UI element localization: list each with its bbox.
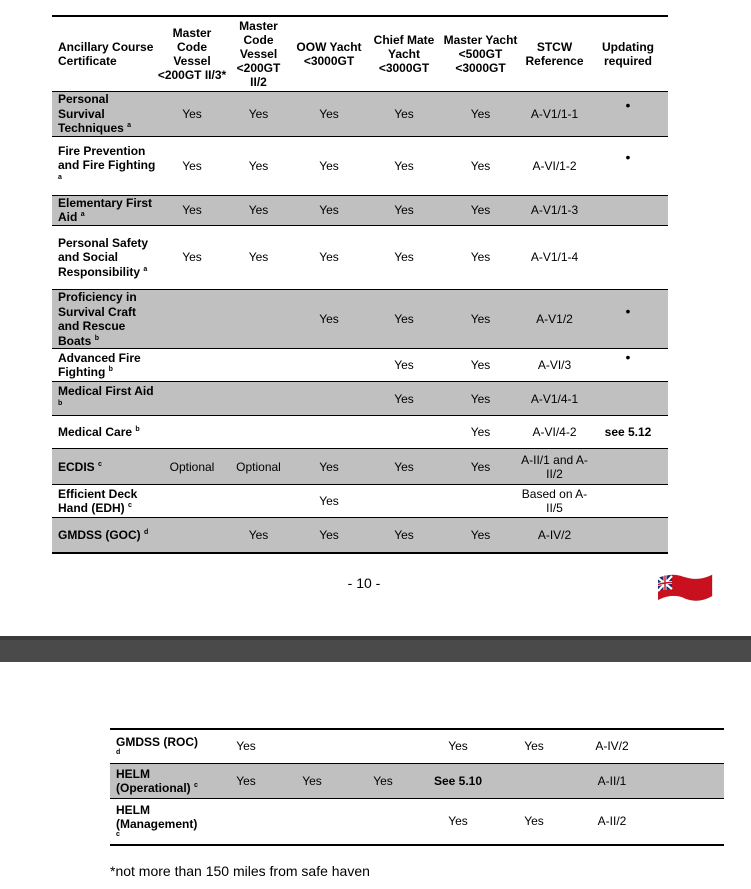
cell-value: A-II/2 [597, 814, 627, 829]
requirement-cell [290, 518, 368, 553]
footnote-marker: d [144, 528, 149, 536]
updating-mark: • [625, 348, 631, 365]
requirement-cell [368, 416, 440, 449]
footnote-marker: c [116, 831, 120, 839]
requirement-cell [418, 729, 498, 763]
cell-value: Yes [470, 158, 491, 173]
updating-required-cell [588, 92, 668, 137]
requirement-cell [276, 763, 348, 798]
footnote-marker: a [80, 211, 85, 219]
cell-value: Yes [319, 158, 339, 173]
cell-value: Yes [470, 425, 491, 440]
updating-mark: see 5.12 [604, 425, 652, 440]
stcw-reference-cell [521, 416, 588, 449]
requirement-cell [368, 382, 440, 416]
requirement-cell [227, 416, 290, 449]
cell-value: Yes [394, 106, 414, 121]
requirement-cell [290, 225, 368, 289]
requirement-cell [157, 92, 227, 137]
requirement-cell [290, 195, 368, 225]
ancillary-course-table [52, 15, 668, 554]
requirement-cell [216, 729, 276, 763]
updating-mark: • [625, 302, 631, 319]
certificate-name [52, 289, 157, 348]
cell-value: Yes [524, 814, 544, 829]
stcw-reference-cell [570, 798, 654, 845]
certificate-name [52, 225, 157, 289]
cell-value: A-VI/1-2 [532, 158, 577, 173]
stcw-reference-cell [521, 92, 588, 137]
stcw-reference-cell [521, 136, 588, 195]
table-row [52, 136, 668, 195]
certificate-name [52, 195, 157, 225]
stcw-reference-cell [521, 349, 588, 382]
requirement-cell [227, 518, 290, 553]
cell-value: Yes [182, 250, 202, 265]
requirement-cell [368, 195, 440, 225]
updating-required-cell [588, 382, 668, 416]
updating-required-cell [588, 349, 668, 382]
footnote-marker: a [127, 122, 132, 130]
requirement-cell [157, 449, 227, 485]
cell-value: Yes [319, 203, 339, 218]
cell-value: A-II/1 and A-II/2 [521, 452, 588, 481]
cell-value: Yes [470, 312, 491, 327]
requirement-cell [440, 136, 521, 195]
table-header-row [52, 16, 668, 92]
certificate-label: Personal Safety and Social Responsibility [58, 235, 149, 279]
requirement-cell [498, 798, 570, 845]
cell-value: A-V1/1-3 [530, 203, 579, 218]
table-row [52, 449, 668, 485]
cell-value: Yes [470, 459, 491, 474]
header-updating-required: Updating required [602, 40, 654, 68]
stcw-reference-cell [521, 195, 588, 225]
certificate-name [110, 729, 216, 763]
certificate-label: GMDSS (ROC) [116, 735, 198, 750]
footnote-marker: c [194, 781, 198, 789]
cell-value: Yes [448, 739, 468, 754]
cell-value: Yes [319, 312, 339, 327]
certificate-label: Efficient Deck Hand (EDH) [58, 486, 138, 516]
requirement-cell [440, 449, 521, 485]
certificate-name [52, 382, 157, 416]
red-ensign-flag-icon [654, 570, 716, 606]
table-row [110, 763, 724, 798]
footnote-marker: a [143, 265, 148, 273]
certificate-name [110, 798, 216, 845]
certificate-label: GMDSS (GOC) [58, 527, 141, 542]
requirement-cell [290, 136, 368, 195]
certificate-name [52, 349, 157, 382]
cell-value: Yes [182, 106, 202, 121]
certificate-label: ECDIS [58, 459, 95, 474]
requirement-cell [157, 349, 227, 382]
certificate-label: Elementary First Aid [58, 195, 153, 225]
certificate-label: Advanced Fire Fighting [58, 350, 141, 380]
certificate-name [52, 136, 157, 195]
cell-value: A-II/1 [597, 773, 627, 788]
certificate-name [110, 763, 216, 798]
cell-value: See 5.10 [433, 773, 483, 788]
cell-value: Yes [394, 358, 414, 373]
cell-value: Yes [470, 391, 491, 406]
cell-value: A-V1/4-1 [530, 391, 579, 406]
page-break-bar [0, 636, 751, 662]
requirement-cell [157, 195, 227, 225]
table-row [52, 416, 668, 449]
footnote-marker: d [116, 749, 121, 757]
updating-required-cell [588, 485, 668, 518]
header-master-code-ii2: Master Code Vessel <200GT II/2 [236, 19, 281, 89]
header-chief-mate-yacht: Chief Mate Yacht <3000GT [373, 33, 435, 75]
requirement-cell [368, 225, 440, 289]
footnote: *not more than 150 miles from safe haven [110, 863, 370, 879]
requirement-cell [157, 518, 227, 553]
stcw-reference-cell [570, 729, 654, 763]
table-row [52, 225, 668, 289]
requirement-cell [440, 289, 521, 348]
cell-value: Yes [394, 391, 414, 406]
footnote-marker: c [98, 460, 102, 468]
requirement-cell [368, 136, 440, 195]
table-row [52, 289, 668, 348]
cell-value: Yes [394, 158, 414, 173]
certificate-label: Proficiency in Survival Craft and Rescue Boats [58, 289, 137, 348]
cell-value: Yes [248, 203, 269, 218]
table-row [52, 518, 668, 553]
requirement-cell [227, 195, 290, 225]
empty-cell [654, 763, 724, 798]
cell-value: A-V1/2 [536, 312, 573, 327]
certificate-name [52, 92, 157, 137]
cell-value: A-IV/2 [595, 739, 629, 754]
header-oow-yacht: OOW Yacht <3000GT [296, 40, 362, 68]
stcw-reference-cell [521, 225, 588, 289]
updating-required-cell [588, 136, 668, 195]
cell-value: Yes [319, 459, 339, 474]
requirement-cell [216, 798, 276, 845]
stcw-reference-cell [521, 289, 588, 348]
header-stcw-reference: STCW Reference [525, 40, 584, 68]
footnote-marker: b [58, 399, 63, 407]
requirement-cell [157, 136, 227, 195]
cell-value: Optional [169, 459, 215, 474]
requirement-cell [418, 763, 498, 798]
requirement-cell [368, 518, 440, 553]
stcw-reference-cell [521, 382, 588, 416]
cell-value: Optional [236, 459, 281, 474]
cell-value: Based on A-II/5 [521, 487, 588, 516]
footnote-marker: b [94, 334, 99, 342]
updating-required-cell [588, 289, 668, 348]
updating-mark: • [625, 149, 631, 166]
requirement-cell [227, 289, 290, 348]
cell-value: Yes [394, 312, 414, 327]
updating-required-cell [588, 225, 668, 289]
cell-value: A-IV/2 [537, 528, 572, 543]
requirement-cell [227, 225, 290, 289]
empty-cell [654, 729, 724, 763]
cell-value: Yes [319, 250, 339, 265]
requirement-cell [290, 349, 368, 382]
stcw-reference-cell [521, 449, 588, 485]
table-row [52, 92, 668, 137]
table-row [52, 382, 668, 416]
cell-value: Yes [319, 528, 339, 543]
empty-cell [654, 798, 724, 845]
requirement-cell [418, 798, 498, 845]
cell-value: Yes [319, 494, 339, 509]
footnote-marker: c [128, 502, 132, 510]
cell-value: Yes [524, 739, 544, 754]
certificate-name [52, 485, 157, 518]
requirement-cell [368, 289, 440, 348]
updating-required-cell [588, 518, 668, 553]
cell-value: A-VI/3 [537, 358, 572, 373]
requirement-cell [440, 195, 521, 225]
page-number: - 10 - [347, 575, 381, 591]
stcw-reference-cell [521, 518, 588, 553]
requirement-cell [498, 763, 570, 798]
cell-value: Yes [236, 739, 256, 754]
requirement-cell [440, 518, 521, 553]
ancillary-course-table-continued [110, 728, 724, 846]
cell-value: Yes [470, 203, 491, 218]
stcw-reference-cell [521, 485, 588, 518]
requirement-cell [348, 763, 418, 798]
requirement-cell [227, 382, 290, 416]
requirement-cell [290, 92, 368, 137]
requirement-cell [227, 485, 290, 518]
cell-value: Yes [470, 250, 491, 265]
requirement-cell [348, 729, 418, 763]
cell-value: A-V1/1-1 [530, 106, 579, 121]
stcw-reference-cell [570, 763, 654, 798]
cell-value: Yes [236, 773, 256, 788]
requirement-cell [440, 225, 521, 289]
requirement-cell [290, 416, 368, 449]
certificate-label: Medical First Aid [58, 384, 154, 399]
table-row [52, 485, 668, 518]
requirement-cell [216, 763, 276, 798]
requirement-cell [368, 485, 440, 518]
requirement-cell [368, 449, 440, 485]
requirement-cell [440, 485, 521, 518]
cell-value: Yes [373, 773, 393, 788]
header-certificate: Ancillary Course Certificate [58, 40, 154, 68]
cell-value: Yes [394, 203, 414, 218]
cell-value: A-V1/1-4 [530, 250, 579, 265]
table-row [52, 195, 668, 225]
requirement-cell [157, 225, 227, 289]
cell-value: Yes [394, 250, 414, 265]
footnote-marker: b [135, 426, 140, 434]
cell-value: Yes [248, 158, 269, 173]
requirement-cell [368, 349, 440, 382]
certificate-label: Fire Prevention and Fire Fighting [58, 143, 156, 173]
requirement-cell [290, 289, 368, 348]
updating-required-cell [588, 416, 668, 449]
requirement-cell [227, 136, 290, 195]
certificate-label: HELM (Operational) [116, 766, 191, 795]
certificate-name [52, 449, 157, 485]
cell-value: Yes [394, 528, 414, 543]
header-master-yacht: Master Yacht <500GT <3000GT [443, 33, 518, 75]
updating-mark: • [625, 97, 631, 114]
requirement-cell [276, 729, 348, 763]
certificate-label: Medical Care [58, 425, 133, 440]
cell-value: Yes [470, 528, 491, 543]
table-row [110, 798, 724, 845]
certificate-label: Personal Survival Techniques [58, 92, 124, 136]
requirement-cell [227, 92, 290, 137]
cell-value: A-VI/4-2 [532, 425, 577, 440]
certificate-name [52, 416, 157, 449]
requirement-cell [498, 729, 570, 763]
requirement-cell [227, 349, 290, 382]
header-master-code-ii3: Master Code Vessel <200GT II/3* [157, 26, 227, 82]
cell-value: Yes [248, 106, 269, 121]
cell-value: Yes [448, 814, 468, 829]
cell-value: Yes [319, 106, 339, 121]
requirement-cell [440, 416, 521, 449]
cell-value: Yes [248, 250, 269, 265]
requirement-cell [276, 798, 348, 845]
table-row [52, 349, 668, 382]
updating-required-cell [588, 449, 668, 485]
cell-value: Yes [182, 158, 202, 173]
cell-value: Yes [248, 528, 269, 543]
cell-value: Yes [182, 203, 202, 218]
requirement-cell [440, 382, 521, 416]
requirement-cell [348, 798, 418, 845]
requirement-cell [290, 382, 368, 416]
cell-value: Yes [302, 773, 322, 788]
cell-value: Yes [470, 358, 491, 373]
requirement-cell [440, 349, 521, 382]
requirement-cell [290, 485, 368, 518]
requirement-cell [368, 92, 440, 137]
requirement-cell [157, 289, 227, 348]
requirement-cell [157, 485, 227, 518]
requirement-cell [157, 416, 227, 449]
certificate-name [52, 518, 157, 553]
footnote-marker: b [108, 366, 113, 374]
cell-value: Yes [470, 106, 491, 121]
cell-value: Yes [394, 459, 414, 474]
certificate-label: HELM (Management) [116, 803, 198, 832]
footnote-marker: a [58, 174, 62, 182]
requirement-cell [157, 382, 227, 416]
requirement-cell [440, 92, 521, 137]
requirement-cell [227, 449, 290, 485]
requirement-cell [290, 449, 368, 485]
table-row [110, 729, 724, 763]
updating-required-cell [588, 195, 668, 225]
